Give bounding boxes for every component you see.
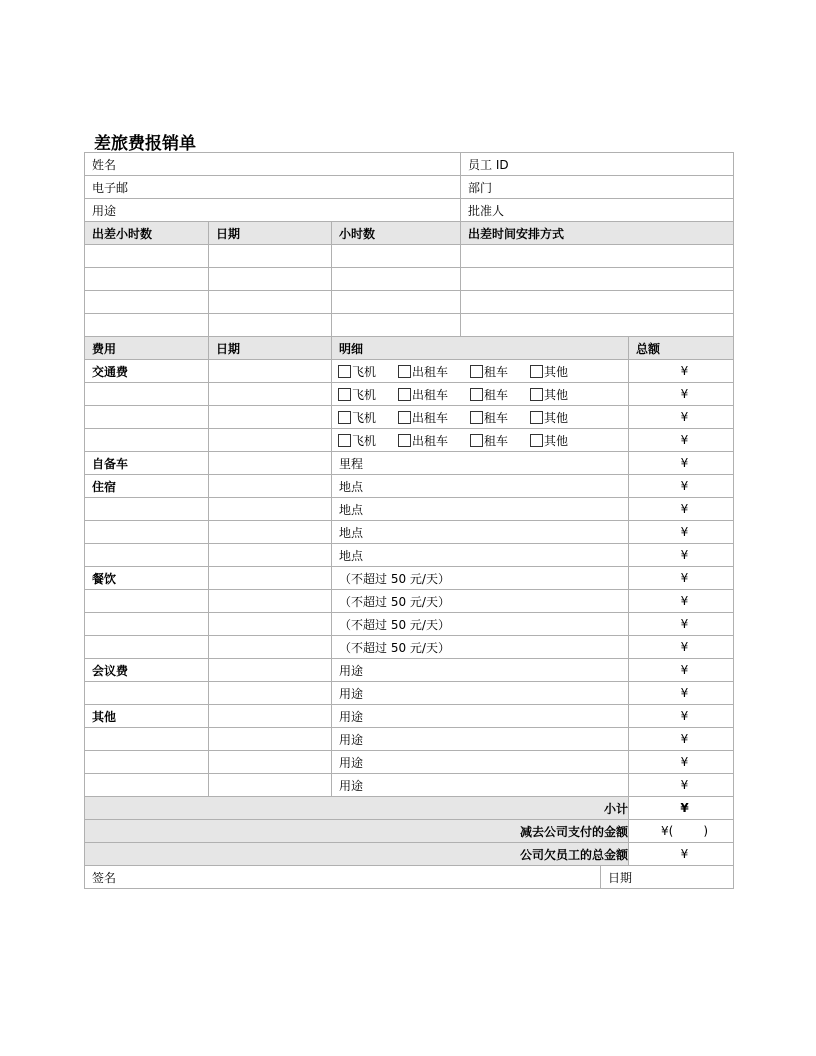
expense-row xyxy=(85,544,734,567)
date-cell[interactable] xyxy=(209,314,332,337)
hours-count-cell[interactable] xyxy=(332,291,461,314)
expense-detail-cell[interactable] xyxy=(332,429,629,452)
expense-form xyxy=(84,152,734,889)
expense-category xyxy=(85,728,209,751)
expense-category: 自备车 xyxy=(85,452,209,475)
expense-date-cell[interactable] xyxy=(209,613,332,636)
deduct-label: 减去公司支付的金额 xyxy=(85,820,629,843)
expense-detail-label: 地点 xyxy=(339,479,364,494)
expense-detail-label: 用途 xyxy=(339,755,364,770)
expense-detail-cell[interactable] xyxy=(332,498,629,521)
expense-category xyxy=(85,429,209,452)
transport-option-label: 其他 xyxy=(544,410,569,425)
expense-amount[interactable]: ¥ xyxy=(629,521,734,544)
expense-detail-cell[interactable] xyxy=(332,774,629,797)
transport-option[interactable] xyxy=(470,386,508,403)
expense-detail-label: 地点 xyxy=(339,525,364,540)
expense-row xyxy=(85,659,734,682)
checkbox-icon[interactable] xyxy=(398,434,411,447)
column-header: 出差时间安排方式 xyxy=(461,222,734,245)
schedule-cell[interactable] xyxy=(461,268,734,291)
expense-category xyxy=(85,383,209,406)
expense-category xyxy=(85,498,209,521)
expense-row xyxy=(85,360,734,383)
date-cell[interactable] xyxy=(209,291,332,314)
expense-date-cell[interactable] xyxy=(209,682,332,705)
expense-detail-label: 地点 xyxy=(339,502,364,517)
expense-date-cell[interactable] xyxy=(209,544,332,567)
expense-amount[interactable]: ¥ xyxy=(629,475,734,498)
expense-date-cell[interactable] xyxy=(209,383,332,406)
expense-date-cell[interactable] xyxy=(209,590,332,613)
date-cell[interactable] xyxy=(209,245,332,268)
hours-cell[interactable] xyxy=(85,245,209,268)
transport-option[interactable] xyxy=(398,432,448,449)
schedule-cell[interactable] xyxy=(461,245,734,268)
expense-amount[interactable]: ¥ xyxy=(629,751,734,774)
expense-date-cell[interactable] xyxy=(209,452,332,475)
expense-category xyxy=(85,544,209,567)
expense-row xyxy=(85,521,734,544)
expense-amount[interactable]: ¥ xyxy=(629,682,734,705)
expense-detail-cell[interactable] xyxy=(332,406,629,429)
hours-header-row xyxy=(85,222,734,245)
expense-detail-cell[interactable] xyxy=(332,544,629,567)
transport-option[interactable] xyxy=(398,363,448,380)
transport-option[interactable] xyxy=(338,409,376,426)
transport-option[interactable] xyxy=(530,432,568,449)
subtotal-row xyxy=(85,797,734,820)
checkbox-icon[interactable] xyxy=(398,411,411,424)
expense-amount[interactable]: ¥ xyxy=(629,774,734,797)
transport-option[interactable] xyxy=(530,363,568,380)
column-header: 费用 xyxy=(85,337,209,360)
expense-date-cell[interactable] xyxy=(209,728,332,751)
checkbox-icon[interactable] xyxy=(530,434,543,447)
checkbox-icon[interactable] xyxy=(470,365,483,378)
transport-option-label: 出租车 xyxy=(412,410,449,425)
column-header: 出差小时数 xyxy=(85,222,209,245)
expense-date-cell[interactable] xyxy=(209,567,332,590)
hours-row xyxy=(85,268,734,291)
expense-amount[interactable]: ¥ xyxy=(629,383,734,406)
expense-row xyxy=(85,751,734,774)
column-header: 总额 xyxy=(629,337,734,360)
expense-amount[interactable]: ¥ xyxy=(629,636,734,659)
name-field[interactable]: 姓名 xyxy=(85,153,461,176)
transport-option[interactable] xyxy=(398,409,448,426)
checkbox-icon[interactable] xyxy=(398,365,411,378)
expense-row xyxy=(85,728,734,751)
expense-amount[interactable]: ¥ xyxy=(629,429,734,452)
expense-row xyxy=(85,590,734,613)
expense-detail-cell[interactable] xyxy=(332,682,629,705)
column-header: 日期 xyxy=(209,337,332,360)
checkbox-icon[interactable] xyxy=(398,388,411,401)
checkbox-icon[interactable] xyxy=(338,411,351,424)
hours-cell[interactable] xyxy=(85,291,209,314)
expense-amount[interactable]: ¥ xyxy=(629,498,734,521)
expense-row xyxy=(85,475,734,498)
expense-detail-label: （不超过 50 元/天） xyxy=(339,640,450,655)
expense-row xyxy=(85,452,734,475)
expense-detail-cell[interactable] xyxy=(332,613,629,636)
deduct-row xyxy=(85,820,734,843)
expense-amount[interactable]: ¥ xyxy=(629,544,734,567)
employee-id-field[interactable]: 员工 ID xyxy=(461,153,734,176)
hours-cell[interactable] xyxy=(85,314,209,337)
expense-date-cell[interactable] xyxy=(209,475,332,498)
expense-row xyxy=(85,383,734,406)
column-header: 明细 xyxy=(332,337,629,360)
expense-category: 住宿 xyxy=(85,475,209,498)
transport-option-label: 飞机 xyxy=(352,433,377,448)
transport-option-label: 其他 xyxy=(544,433,569,448)
expense-detail-cell[interactable] xyxy=(332,567,629,590)
transport-option[interactable] xyxy=(530,386,568,403)
expense-detail-label: 地点 xyxy=(339,548,364,563)
expense-category xyxy=(85,682,209,705)
expense-detail-label: （不超过 50 元/天） xyxy=(339,594,450,609)
expense-amount[interactable]: ¥ xyxy=(629,659,734,682)
signature-field[interactable]: 签名 xyxy=(85,866,601,889)
expense-detail-cell[interactable] xyxy=(332,452,629,475)
column-header: 日期 xyxy=(209,222,332,245)
expense-detail-label: 用途 xyxy=(339,709,364,724)
expense-detail-label: 用途 xyxy=(339,686,364,701)
expense-date-cell[interactable] xyxy=(209,774,332,797)
expense-detail-label: 用途 xyxy=(339,778,364,793)
checkbox-icon[interactable] xyxy=(338,434,351,447)
expense-date-cell[interactable] xyxy=(209,429,332,452)
expense-date-cell[interactable] xyxy=(209,659,332,682)
expense-detail-cell[interactable] xyxy=(332,636,629,659)
hours-count-cell[interactable] xyxy=(332,245,461,268)
hours-cell[interactable] xyxy=(85,268,209,291)
hours-count-cell[interactable] xyxy=(332,314,461,337)
expense-row xyxy=(85,498,734,521)
expense-category xyxy=(85,406,209,429)
expense-amount[interactable]: ¥ xyxy=(629,406,734,429)
owed-amount[interactable]: ¥ xyxy=(629,843,734,866)
checkbox-icon[interactable] xyxy=(338,365,351,378)
schedule-cell[interactable] xyxy=(461,291,734,314)
page-title: 差旅费报销单 xyxy=(94,134,196,154)
transport-option[interactable] xyxy=(398,386,448,403)
transport-option[interactable] xyxy=(470,363,508,380)
owed-label: 公司欠员工的总金额 xyxy=(85,843,629,866)
expense-row xyxy=(85,774,734,797)
transport-option-label: 其他 xyxy=(544,387,569,402)
column-header: 小时数 xyxy=(332,222,461,245)
expense-amount[interactable]: ¥ xyxy=(629,452,734,475)
expense-row xyxy=(85,705,734,728)
transport-option[interactable] xyxy=(338,432,376,449)
expense-category: 餐饮 xyxy=(85,567,209,590)
expense-row xyxy=(85,429,734,452)
subtotal-label: 小计 xyxy=(85,797,629,820)
expense-detail-cell[interactable] xyxy=(332,521,629,544)
transport-option[interactable] xyxy=(470,432,508,449)
hours-row xyxy=(85,245,734,268)
checkbox-icon[interactable] xyxy=(530,365,543,378)
hours-row xyxy=(85,291,734,314)
date-cell[interactable] xyxy=(209,268,332,291)
expense-category: 交通费 xyxy=(85,360,209,383)
expense-category xyxy=(85,636,209,659)
checkbox-icon[interactable] xyxy=(338,388,351,401)
expense-amount[interactable]: ¥ xyxy=(629,590,734,613)
transport-option[interactable] xyxy=(338,386,376,403)
expense-row xyxy=(85,682,734,705)
expense-row xyxy=(85,567,734,590)
checkbox-icon[interactable] xyxy=(530,411,543,424)
transport-option-label: 租车 xyxy=(484,433,509,448)
expense-category xyxy=(85,521,209,544)
expense-date-cell[interactable] xyxy=(209,406,332,429)
signature-date-field[interactable]: 日期 xyxy=(601,866,734,889)
expense-amount[interactable]: ¥ xyxy=(629,705,734,728)
schedule-cell[interactable] xyxy=(461,314,734,337)
expense-category xyxy=(85,751,209,774)
expense-category xyxy=(85,590,209,613)
owed-row xyxy=(85,843,734,866)
expense-date-cell[interactable] xyxy=(209,705,332,728)
expense-category xyxy=(85,613,209,636)
checkbox-icon[interactable] xyxy=(470,411,483,424)
expense-detail-label: （不超过 50 元/天） xyxy=(339,617,450,632)
transport-option-label: 出租车 xyxy=(412,433,449,448)
expense-detail-cell[interactable] xyxy=(332,590,629,613)
expense-detail-cell[interactable] xyxy=(332,360,629,383)
email-field[interactable]: 电子邮 xyxy=(85,176,461,199)
expense-row xyxy=(85,406,734,429)
transport-option-label: 飞机 xyxy=(352,387,377,402)
expense-date-cell[interactable] xyxy=(209,751,332,774)
expense-row xyxy=(85,613,734,636)
expense-detail-label: 用途 xyxy=(339,663,364,678)
checkbox-icon[interactable] xyxy=(470,388,483,401)
expense-detail-cell[interactable] xyxy=(332,705,629,728)
expense-detail-cell[interactable] xyxy=(332,751,629,774)
transport-option-label: 其他 xyxy=(544,364,569,379)
expense-date-cell[interactable] xyxy=(209,521,332,544)
expense-detail-cell[interactable] xyxy=(332,728,629,751)
expense-amount[interactable]: ¥ xyxy=(629,613,734,636)
expense-amount[interactable]: ¥ xyxy=(629,567,734,590)
purpose-field[interactable]: 用途 xyxy=(85,199,461,222)
transport-option-label: 租车 xyxy=(484,410,509,425)
expense-date-cell[interactable] xyxy=(209,360,332,383)
expense-category: 会议费 xyxy=(85,659,209,682)
expense-amount[interactable]: ¥ xyxy=(629,728,734,751)
expense-detail-label: 里程 xyxy=(339,456,364,471)
transport-option-label: 出租车 xyxy=(412,387,449,402)
expense-header-row xyxy=(85,337,734,360)
expense-detail-label: 用途 xyxy=(339,732,364,747)
transport-option[interactable] xyxy=(338,363,376,380)
approver-field[interactable]: 批准人 xyxy=(461,199,734,222)
transport-option-label: 租车 xyxy=(484,364,509,379)
expense-row xyxy=(85,636,734,659)
expense-category xyxy=(85,774,209,797)
expense-detail-cell[interactable] xyxy=(332,383,629,406)
transport-option-label: 出租车 xyxy=(412,364,449,379)
hours-row xyxy=(85,314,734,337)
expense-date-cell[interactable] xyxy=(209,636,332,659)
expense-category: 其他 xyxy=(85,705,209,728)
subtotal-amount[interactable]: ¥ xyxy=(629,797,734,820)
transport-option[interactable] xyxy=(530,409,568,426)
expense-amount[interactable]: ¥ xyxy=(629,360,734,383)
deduct-amount[interactable]: ¥( ) xyxy=(629,820,734,843)
expense-detail-label: （不超过 50 元/天） xyxy=(339,571,450,586)
department-field[interactable]: 部门 xyxy=(461,176,734,199)
transport-option-label: 飞机 xyxy=(352,364,377,379)
transport-option-label: 飞机 xyxy=(352,410,377,425)
hours-count-cell[interactable] xyxy=(332,268,461,291)
transport-option[interactable] xyxy=(470,409,508,426)
expense-detail-cell[interactable] xyxy=(332,475,629,498)
checkbox-icon[interactable] xyxy=(530,388,543,401)
expense-detail-cell[interactable] xyxy=(332,659,629,682)
transport-option-label: 租车 xyxy=(484,387,509,402)
checkbox-icon[interactable] xyxy=(470,434,483,447)
expense-date-cell[interactable] xyxy=(209,498,332,521)
signature-row xyxy=(85,866,734,889)
